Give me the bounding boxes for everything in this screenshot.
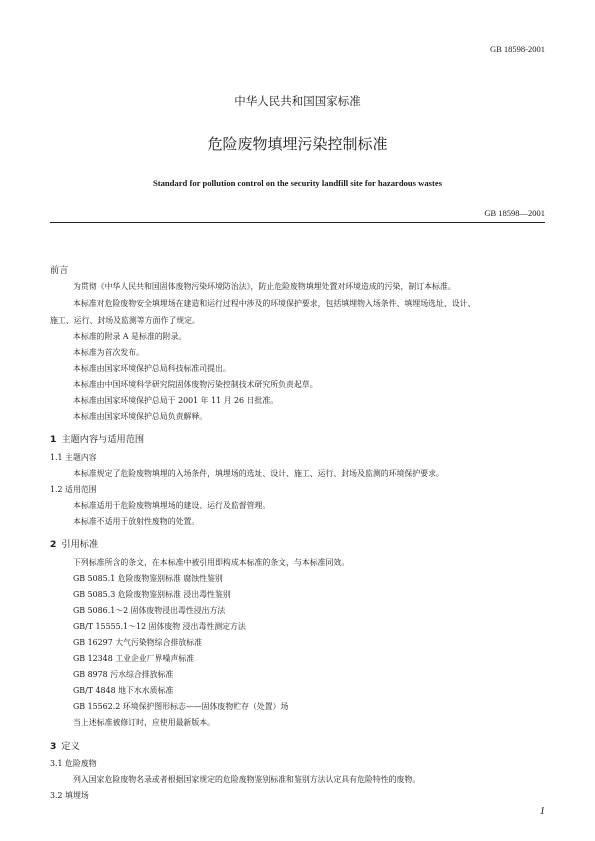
section-title: 定义 (61, 741, 80, 752)
section-2-heading (50, 536, 98, 550)
standard-code: GB 18598—2001 (484, 208, 545, 218)
foreword-line: 本标准的附录 A 是标准的附录。 (73, 332, 187, 341)
reference-item: GB 5085.3 危险废物鉴别标准 浸出毒性鉴别 (73, 590, 231, 599)
foreword-line: 施工、运行、封场及监测等方面作了规定。 (50, 316, 200, 325)
subsection-1-2-text: 本标准不适用于放射性废物的处置。 (73, 517, 200, 526)
section-1-heading (50, 431, 144, 445)
subsection-3-2-label: 3.2 填埋场 (50, 791, 89, 800)
foreword-line: 本标准由中国环境科学研究院固体废物污染控制技术研究所负责起草。 (73, 380, 318, 389)
document-title-english: Standard for pollution control on the security landfill site for hazardous wastes (152, 178, 443, 188)
subsection-1-2-text: 本标准适用于危险废物填埋场的建设、运行及监督管理。 (73, 501, 271, 510)
subsection-1-2-label: 1.2 适用范围 (50, 485, 97, 494)
reference-item: GB/T 15555.1～12 固体废物 浸出毒性测定方法 (73, 622, 246, 631)
subsection-1-1-label: 1.1 主题内容 (50, 453, 97, 462)
national-standard-label: 中华人民共和国国家标准 (234, 94, 361, 108)
reference-item: GB/T 4848 地下水水质标准 (73, 686, 174, 695)
section-number: 3 (50, 741, 57, 752)
foreword-line: 本标准由国家环境保护总局科技标准司提出。 (73, 364, 231, 373)
reference-item: GB 5085.1 危险废物鉴别标准 腐蚀性鉴别 (73, 574, 223, 583)
reference-item: GB 12348 工业企业厂界噪声标准 (73, 654, 195, 663)
references-intro: 下列标准所含的条文，在本标准中被引用即构成本标准的条文，与本标准同效。 (73, 558, 350, 567)
reference-item: GB 15562.2 环境保护图形标志——固体废物贮存（处置）场 (73, 702, 289, 711)
document-title-chinese: 危险废物填埋污染控制标准 (207, 135, 388, 153)
foreword-line: 本标准由国家环境保护总局负责解释。 (73, 412, 208, 421)
section-number: 2 (50, 539, 57, 550)
references-outro: 当上述标准被修订时，应使用最新版本。 (73, 718, 216, 727)
subsection-1-1-text: 本标准规定了危险废物填埋的入场条件，填埋场的选址、设计、施工、运行、封场及监测的环境保护要求。 (73, 469, 444, 478)
page-number: 1 (539, 806, 545, 817)
reference-item: GB 8978 污水综合排放标准 (73, 670, 174, 679)
foreword-line: 为贯彻《中华人民共和国固体废物污染环境防治法》，防止危险废物填埋处置对环境造成的污染，制订本标准。 (73, 282, 456, 291)
header-divider (50, 222, 545, 223)
foreword-line: 本标准由国家环境保护总局于 2001 年 11 月 26 日批准。 (73, 396, 279, 405)
reference-item: GB 16297 大气污染物综合排放标准 (73, 638, 203, 647)
header-standard-code: GB 18598-2001 (489, 44, 545, 54)
section-title: 主题内容与适用范围 (61, 434, 145, 445)
section-title: 引用标准 (61, 539, 99, 550)
section-number: 1 (50, 434, 57, 445)
reference-item: GB 5086.1～2 固体废物浸出毒性浸出方法 (73, 606, 226, 615)
foreword-line: 本标准为首次发布。 (73, 348, 145, 357)
foreword-heading: 前言 (50, 265, 69, 276)
subsection-3-1-text: 列入国家危险废物名录或者根据国家规定的危险废物鉴别标准和鉴别方法认定具有危险特性的废物。 (73, 775, 421, 784)
foreword-line: 本标准对危险废物安全填埋场在建造和运行过程中涉及的环境保护要求，包括填埋物入场条件、填埋场选址、设计、 (73, 299, 476, 308)
subsection-3-1-label: 3.1 危险废物 (50, 759, 97, 768)
section-3-heading (50, 738, 80, 752)
